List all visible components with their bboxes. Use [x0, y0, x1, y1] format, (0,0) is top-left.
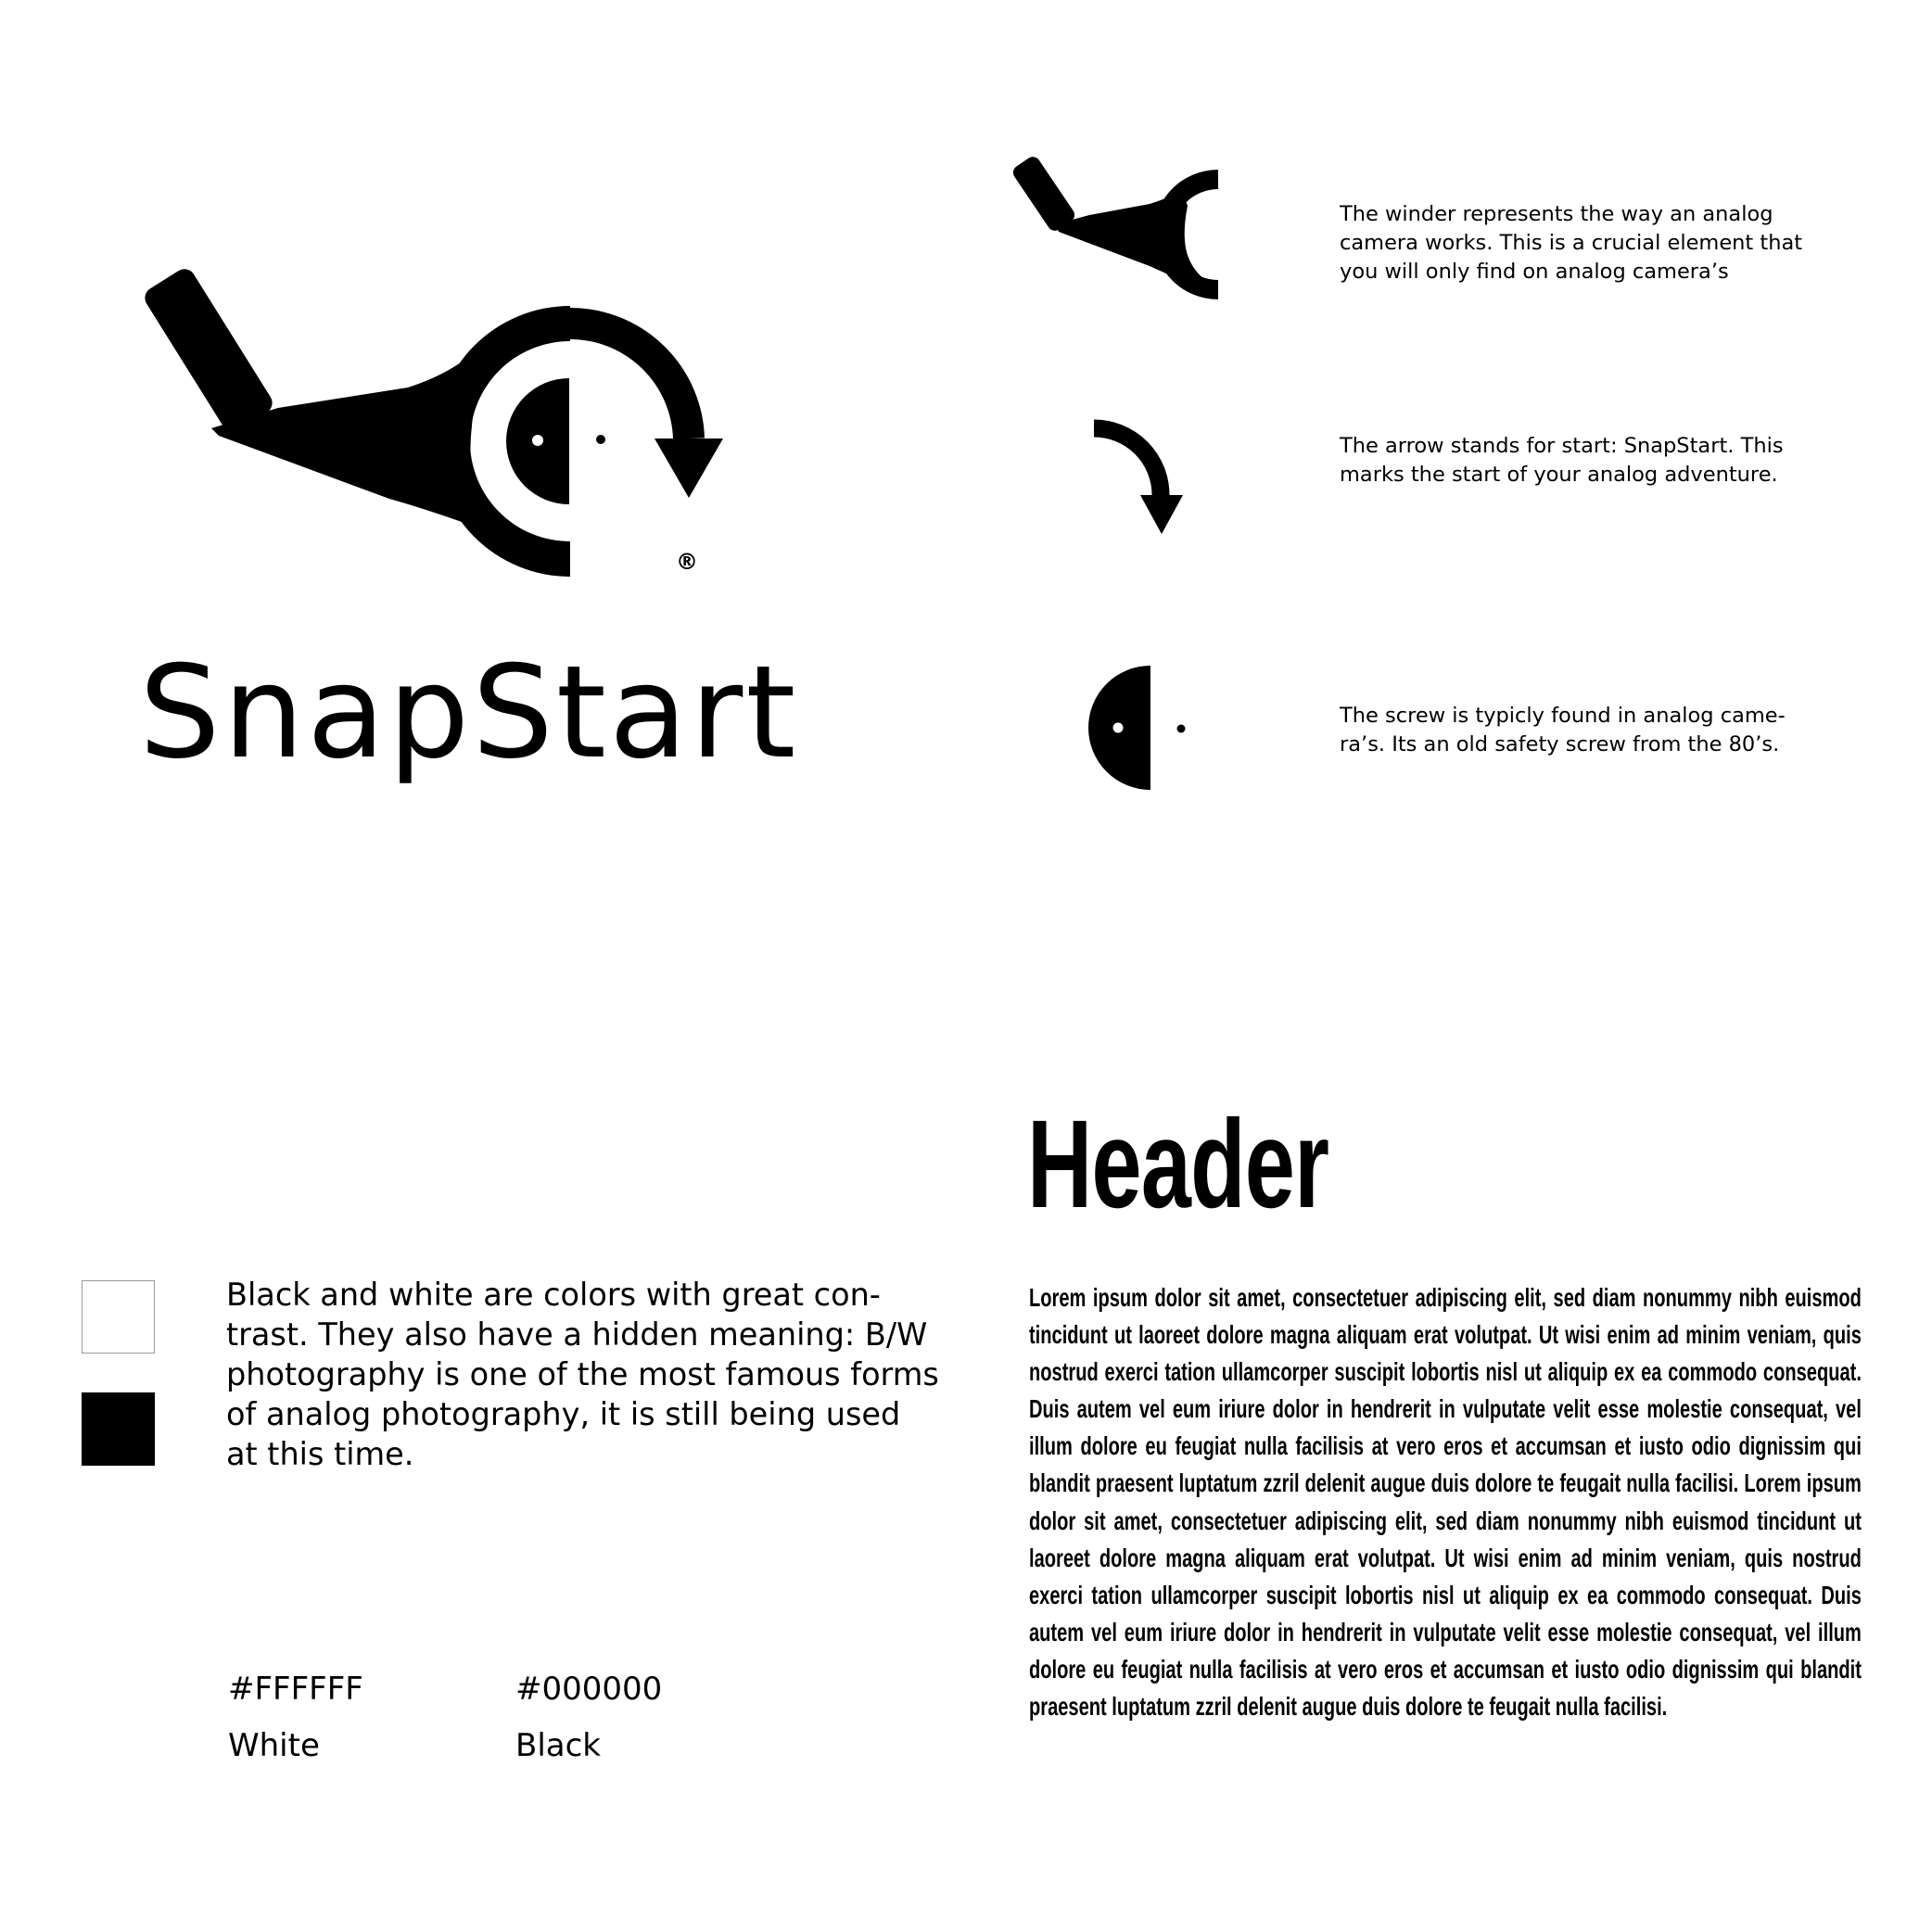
winder-description: The winder represents the way an analog camera works. This is a crucial element that you will only find on analog camera’s — [1340, 202, 1803, 284]
logo-arrowhead — [655, 439, 723, 498]
screw-hole — [1113, 723, 1124, 733]
snapstart-logo-icon — [130, 260, 742, 603]
color-description: Black and white are colors with great con-trast. They also have a hidden meaning: B/W photography is one of the most famous forms of analog photography, it is still being used at this time. — [226, 1277, 939, 1472]
typography-body-text: Lorem ipsum dolor sit amet, consectetuer adipiscing elit, sed diam nonummy nibh euismod tincidunt ut laoreet dolore magna aliquam erat volutpat. Ut wisi enim ad minim veniam, quis nostrud exerci tation ullamcorper suscipit lobortis nisl ut aliquip ex ea commodo consequat. Duis autem vel eum iriure dolor in hendrerit in vulputate velit esse molestie consequat, vel illum dolore eu feugiat nulla facilisis at vero eros et accumsan et iusto odio dignissim qui blandit praesent luptatum zzril delenit augue duis dolore te feugait nulla facilisi. Lorem ipsum dolor sit amet, consectetuer adipiscing elit, sed diam nonummy nibh euismod tincidunt ut laoreet dolore magna aliquam erat volutpat. Ut wisi enim ad minim veniam, quis nostrud exerci tation ullamcorper suscipit lobortis nisl ut aliquip ex ea commodo consequat. Duis autem vel eum iriure dolor in hendrerit in vulputate velit esse molestie consequat, vel illum dolore eu feugiat nulla facilisis at vero eros et accumsan et iusto odio dignissim qui blandit praesent luptatum zzril delenit augue duis dolore te feugait nulla facilisi. — [1029, 1283, 1862, 1722]
arrowhead — [1140, 495, 1183, 534]
logo-screw-dot — [596, 435, 605, 444]
black-color-code: #000000 — [515, 1671, 663, 1708]
screw-description: The screw is typicly found in analog came-ra’s. Its an old safety screw from the 80’s. — [1340, 704, 1786, 756]
white-color-name: White — [228, 1727, 320, 1764]
screw-dot — [1177, 725, 1186, 733]
logo-arrow-arc — [570, 324, 689, 439]
black-color-name: Black — [515, 1727, 601, 1764]
winder-icon — [1010, 153, 1224, 306]
brand-wordmark: SnapStart — [139, 638, 799, 787]
typography-body-sample — [1029, 1279, 1862, 1761]
white-color-code: #FFFFFF — [228, 1671, 363, 1708]
winder-ring — [1153, 170, 1218, 299]
arrow-icon — [1085, 413, 1196, 538]
white-swatch — [82, 1280, 155, 1354]
typography-header-sample: Header — [1027, 1094, 1329, 1234]
screw-icon — [1080, 663, 1191, 793]
arrow-description: The arrow stands for start: SnapStart. This marks the start of your analog adventure. — [1340, 434, 1784, 487]
registered-mark: ® — [676, 549, 698, 575]
logo-winder-handle — [141, 265, 276, 436]
black-swatch — [82, 1392, 155, 1466]
logo-screw-hole — [532, 435, 543, 446]
arrow-arc — [1094, 428, 1161, 495]
